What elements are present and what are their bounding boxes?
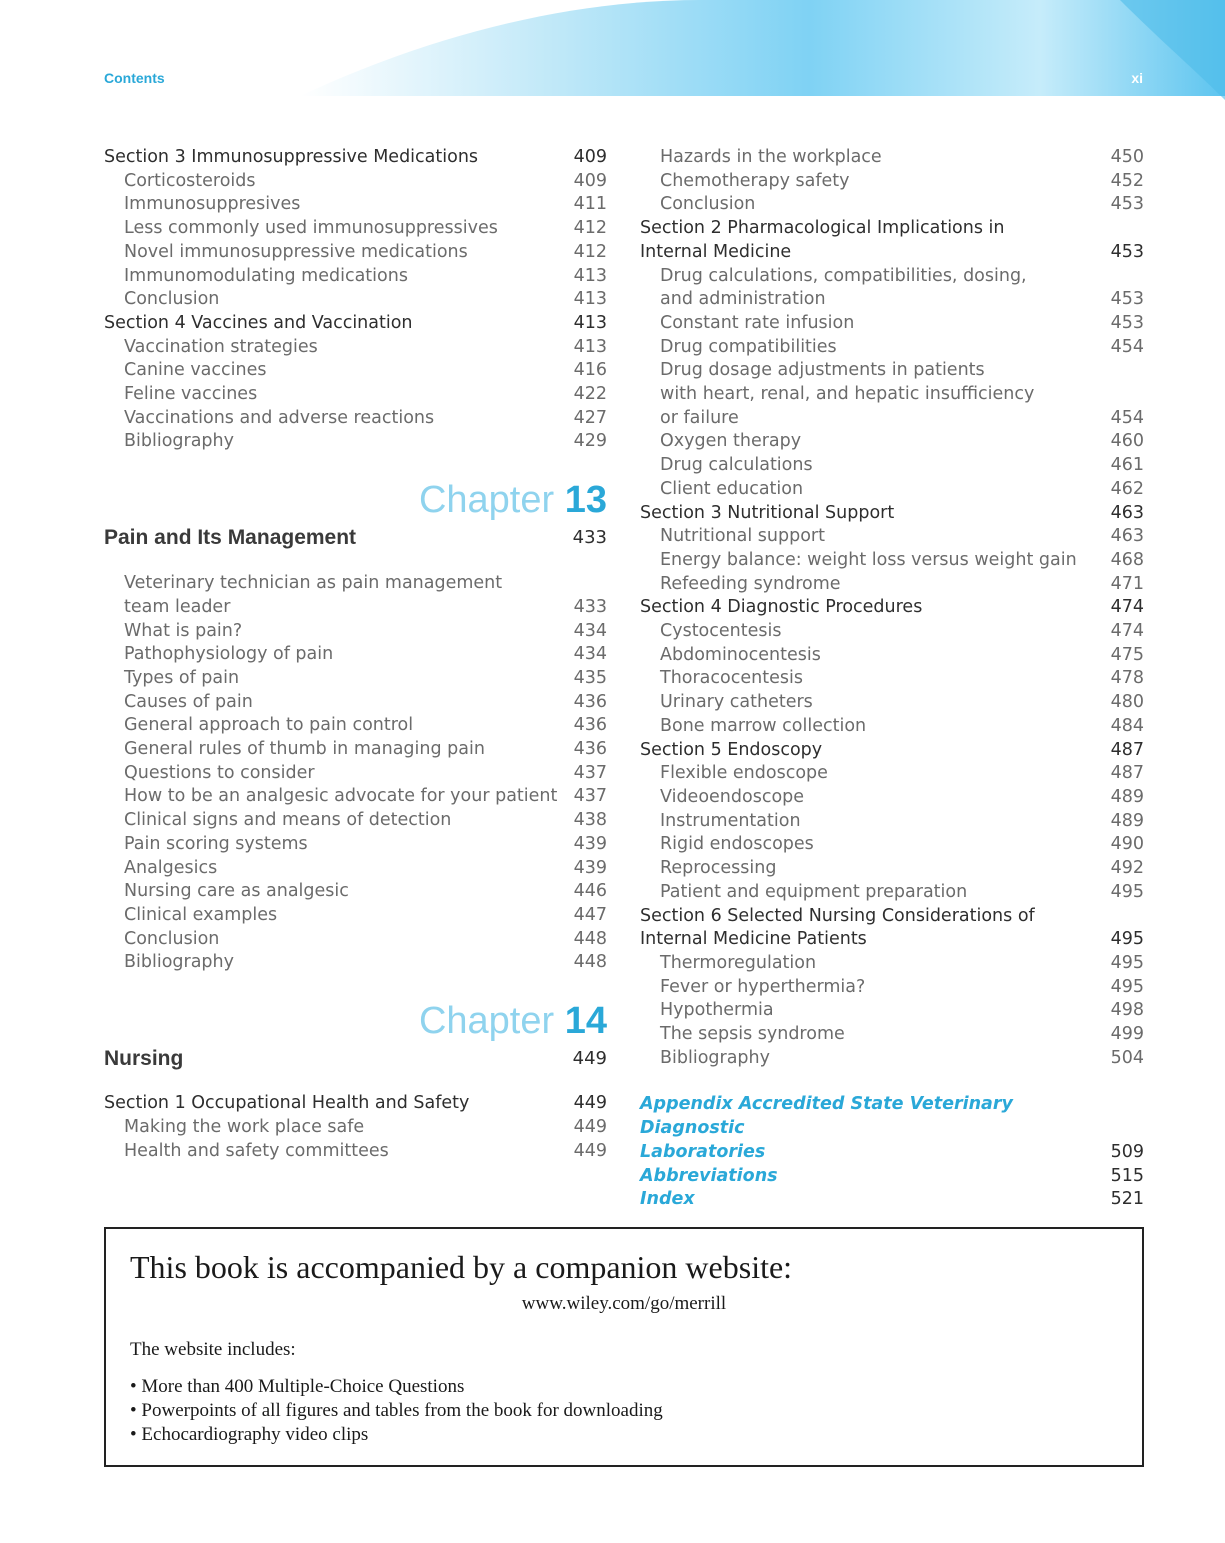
toc-subentry-label: Conclusion [124,289,220,310]
toc-left-column [104,146,607,1163]
toc-subentry-page: 435 [573,667,607,688]
toc-subentry-label: Oxygen therapy [660,431,802,452]
toc-subentry-label: Refeeding syndrome [660,573,841,594]
toc-subentry[interactable] [640,430,1144,454]
toc-subentry-page: 434 [573,644,607,665]
toc-subentry-label: Thermoregulation [660,952,817,973]
toc-subentry[interactable] [104,714,607,738]
toc-subentry-label: Clinical signs and means of detection [124,810,452,831]
toc-subentry-page: 487 [1110,763,1144,784]
toc-subentry[interactable] [104,217,607,241]
toc-subentry[interactable] [104,951,607,975]
toc-subentry-label: Novel immunosuppressive medications [124,241,468,262]
toc-subentry-page: 439 [573,833,607,854]
toc-subentry[interactable] [104,904,607,928]
toc-subentry-label: Chemotherapy safety [660,170,850,191]
toc-subentry-page: 413 [573,265,607,286]
toc-subentry[interactable] [640,999,1144,1023]
toc-subentry-label: Rigid endoscopes [660,834,814,855]
toc-subentry-label: Vaccination strategies [124,336,318,357]
toc-subentry-label: What is pain? [124,620,243,641]
toc-subentry[interactable] [640,312,1144,336]
toc-subentry-page: 429 [573,431,607,452]
toc-subentry-label: team leader [124,596,231,617]
toc-subentry-label: Urinary catheters [660,692,813,713]
toc-subentry[interactable] [640,1047,1144,1071]
toc-subentry-page: 453 [1110,194,1144,215]
toc-subentry-page: 498 [1110,1000,1144,1021]
toc-subentry-page: 468 [1110,549,1144,570]
toc-subentry-page: 495 [1110,952,1144,973]
toc-subentry[interactable] [640,170,1144,194]
toc-subentry-label: Instrumentation [660,810,801,831]
toc-subentry-label: Making the work place safe [124,1116,365,1137]
toc-subentry-page: 492 [1110,858,1144,879]
toc-subentry-label: Bone marrow collection [660,715,867,736]
toc-subentry[interactable] [640,1023,1144,1047]
toc-subentry-page: 495 [1110,976,1144,997]
toc-subentry[interactable] [640,857,1144,881]
toc-subentry-label: Canine vaccines [124,360,267,381]
toc-section-entry[interactable]: Section 6 Selected Nursing Considerations of [640,905,1035,926]
toc-subentry-page: 461 [1110,455,1144,476]
toc-subentry[interactable] [640,833,1144,857]
toc-subentry-page: 504 [1110,1047,1144,1068]
companion-feature-item: • More than 400 Multiple-Choice Questions [130,1376,465,1397]
chapter-13-heading: Chapter 13 [418,479,607,522]
toc-subentry[interactable] [640,620,1144,644]
toc-subentry-label: Analgesics [124,857,218,878]
toc-subentry-page: 412 [573,218,607,239]
toc-subentry-label: Health and safety committees [124,1140,389,1161]
toc-subentry-page: 413 [573,289,607,310]
toc-subentry-page: 453 [1110,289,1144,310]
toc-subentry-label: Bibliography [124,431,234,452]
toc-subentry-page: 478 [1110,668,1144,689]
toc-subentry-page: 433 [573,596,607,617]
toc-subentry-label: Types of pain [124,667,240,688]
toc-subentry-label: Flexible endoscope [660,763,828,784]
toc-subentry[interactable] [104,928,607,952]
toc-subentry-label: Patient and equipment preparation [660,881,968,902]
toc-subentry-label: Fever or hyperthermia? [660,976,866,997]
toc-subentry-label: Corticosteroids [124,170,256,191]
toc-subentry-label: Bibliography [124,952,234,973]
toc-subentry-label: Bibliography [660,1047,770,1068]
companion-intro: The website includes: [130,1339,296,1360]
toc-subentry-label: Conclusion [660,194,756,215]
companion-title: This book is accompanied by a companion website: [130,1249,793,1285]
toc-subentry-label: Videoendoscope [660,786,805,807]
toc-subentry[interactable] [104,620,607,644]
toc-subentry-page: 475 [1110,644,1144,665]
toc-subentry[interactable] [640,691,1144,715]
toc-subentry-label: Immunomodulating medications [124,265,408,286]
toc-subentry[interactable] [640,146,1144,170]
toc-subentry-page: 447 [573,904,607,925]
toc-section-entry[interactable]: Section 5 Endoscopy 487 [640,739,1144,760]
toc-subentry[interactable] [640,454,1144,478]
toc-subentry-label: Client education [660,478,804,499]
toc-subentry-label: Nutritional support [660,526,825,547]
header-wave-decoration [0,0,1225,130]
toc-subentry-page: 452 [1110,170,1144,191]
toc-subentry-page: 436 [573,715,607,736]
toc-subentry-label: Drug compatibilities [660,336,837,357]
toc-subentry[interactable] [640,359,1144,383]
toc-subentry-page: 439 [573,857,607,878]
toc-subentry-label: The sepsis syndrome [660,1024,845,1045]
toc-subentry-page: 448 [573,928,607,949]
toc-subentry-page: 437 [573,786,607,807]
toc-subentry[interactable] [104,336,607,360]
toc-subentry[interactable] [640,644,1144,668]
toc-subentry-label: Less commonly used immunosuppressives [124,218,498,239]
toc-subentry-label: Causes of pain [124,691,253,712]
toc-subentry-page: 474 [1110,621,1144,642]
toc-subentry[interactable] [640,573,1144,597]
toc-subentry[interactable] [104,241,607,265]
toc-subentry-page: 434 [573,620,607,641]
toc-subentry-page: 463 [1110,526,1144,547]
toc-right-column [640,146,1144,1212]
toc-subentry[interactable] [104,407,607,431]
toc-subentry-page: 446 [573,881,607,902]
toc-subentry[interactable] [640,952,1144,976]
toc-subentry[interactable] [104,430,607,454]
toc-subentry-page: 413 [573,336,607,357]
toc-subentry-page: 489 [1110,786,1144,807]
toc-section-entry[interactable]: Section 3 Nutritional Support 463 [640,502,1144,523]
toc-subentry[interactable] [104,667,607,691]
toc-subentry-page: 412 [573,241,607,262]
toc-subentry[interactable] [104,265,607,289]
toc-section-entry[interactable]: Section 4 Vaccines and Vaccination 413 [104,312,607,333]
toc-subentry[interactable] [640,786,1144,810]
toc-subentry-label: Hazards in the workplace [660,147,882,167]
toc-subentry-label: Thoracocentesis [660,668,803,689]
toc-subentry-label: Cystocentesis [660,621,782,642]
toc-subentry-page: 480 [1110,692,1144,713]
toc-subentry-label: Feline vaccines [124,384,258,405]
toc-subentry-page: 495 [1110,881,1144,902]
toc-subentry[interactable] [640,478,1144,502]
toc-subentry[interactable] [104,288,607,312]
toc-subentry[interactable] [640,667,1144,691]
toc-subentry-label: Drug dosage adjustments in patients [660,360,985,381]
toc-subentry-page: 448 [573,952,607,973]
running-head: Contents [104,70,165,86]
toc-subentry-label: Clinical examples [124,904,278,925]
toc-subentry[interactable] [104,809,607,833]
toc-subentry-label: Questions to consider [124,762,315,783]
toc-subentry-page: 436 [573,739,607,760]
toc-subentry[interactable] [104,738,607,762]
companion-website-box [104,1227,1144,1467]
toc-section-entry[interactable]: Section 3 Immunosuppressive Medications 409 [104,147,607,167]
toc-subentry-label: Conclusion [124,928,220,949]
toc-subentry[interactable] [104,572,607,596]
toc-subentry-page: 462 [1110,478,1144,499]
toc-subentry-label: Pathophysiology of pain [124,644,334,665]
toc-subentry-label: General approach to pain control [124,715,414,736]
toc-subentry[interactable] [104,880,607,904]
toc-subentry-label: Nursing care as analgesic [124,881,349,902]
toc-subentry[interactable] [640,383,1144,407]
toc-subentry[interactable] [640,407,1144,431]
companion-feature-item: • Powerpoints of all figures and tables from the book for downloading [130,1400,663,1421]
toc-subentry-page: 438 [573,810,607,831]
toc-subentry[interactable] [640,762,1144,786]
toc-subentry[interactable] [104,1140,607,1164]
toc-subentry-label: Immunosuppresives [124,194,301,215]
toc-subentry-page: 436 [573,691,607,712]
toc-subentry[interactable] [104,643,607,667]
page-number: xi [1131,70,1143,86]
toc-subentry[interactable] [104,785,607,809]
toc-subentry[interactable] [640,336,1144,360]
toc-subentry-label: Energy balance: weight loss versus weight gain [660,549,1077,570]
chapter-14-heading: Chapter 14 [418,1000,607,1043]
toc-subentry-label: Drug calculations [660,455,813,476]
toc-subentry[interactable] [104,193,607,217]
toc-subentry-page: 499 [1110,1024,1144,1045]
toc-subentry-page: 453 [1110,312,1144,333]
toc-subentry[interactable] [640,881,1144,905]
toc-section-entry[interactable]: Section 2 Pharmacological Implications in [640,218,1005,239]
abbreviations-entry[interactable]: Abbreviations 515 [640,1165,1144,1186]
companion-feature-item: • Echocardiography video clips [130,1424,369,1445]
toc-subentry-page: 411 [573,194,607,215]
toc-subentry-page: 422 [573,384,607,405]
toc-subentry-label: General rules of thumb in managing pain [124,739,485,760]
toc-subentry-page: 449 [573,1116,607,1137]
toc-subentry-label: and administration [660,289,826,310]
toc-subentry-page: 416 [573,360,607,381]
toc-subentry[interactable] [104,691,607,715]
toc-subentry-label: Constant rate infusion [660,312,855,333]
toc-subentry[interactable] [104,833,607,857]
toc-subentry-page: 460 [1110,431,1144,452]
toc-subentry-label: or failure [660,407,739,428]
toc-subentry[interactable] [104,383,607,407]
toc-section-entry[interactable]: Section 1 Occupational Health and Safety 449 [104,1093,607,1114]
toc-subentry[interactable] [640,288,1144,312]
toc-subentry-label: How to be an analgesic advocate for your patient [124,786,558,807]
toc-subentry[interactable] [640,810,1144,834]
toc-subentry-page: 409 [573,170,607,191]
appendix-entry-cont[interactable]: Laboratories 509 [640,1141,1144,1162]
toc-subentry[interactable] [104,596,607,620]
toc-subentry[interactable] [104,1116,607,1140]
toc-subentry-page: 437 [573,762,607,783]
toc-subentry-page: 484 [1110,715,1144,736]
toc-subentry-page: 454 [1110,336,1144,357]
toc-subentry[interactable] [104,762,607,786]
toc-section-entry-cont[interactable]: Internal Medicine Patients 495 [640,929,1144,950]
toc-subentry-label: Abdominocentesis [660,644,821,665]
toc-section-entry[interactable]: Section 4 Diagnostic Procedures 474 [640,597,1144,618]
appendix-entry[interactable]: Appendix Accredited State Veterinary Diagnostic [640,1094,1013,1139]
toc-subentry-label: Hypothermia [660,1000,774,1021]
chapter-title-entry[interactable]: Nursing 449 [104,1047,607,1071]
toc-subentry[interactable] [104,857,607,881]
toc-subentry[interactable] [640,193,1144,217]
toc-subentry-label: Pain scoring systems [124,833,308,854]
index-entry[interactable]: Index 521 [640,1189,1144,1210]
toc-subentry[interactable] [640,525,1144,549]
companion-url-link[interactable]: www.wiley.com/go/merrill [521,1293,727,1314]
toc-subentry-label: Vaccinations and adverse reactions [124,407,435,428]
toc-subentry-page: 450 [1110,147,1144,167]
toc-subentry-page: 471 [1110,573,1144,594]
toc-subentry-page: 454 [1110,407,1144,428]
toc-section-entry-cont[interactable]: Internal Medicine 453 [640,241,1144,262]
toc-subentry[interactable] [640,549,1144,573]
toc-subentry-page: 489 [1110,810,1144,831]
toc-subentry[interactable] [104,170,607,194]
chapter-title-entry[interactable]: Pain and Its Management 433 [104,526,607,550]
toc-subentry-label: Veterinary technician as pain management [124,573,503,594]
toc-subentry-label: Reprocessing [660,858,777,879]
toc-subentry[interactable] [640,976,1144,1000]
toc-subentry-label: with heart, renal, and hepatic insufficiency [660,384,1035,405]
toc-subentry[interactable] [640,715,1144,739]
toc-subentry-page: 427 [573,407,607,428]
companion-feature-list [130,1375,663,1447]
toc-subentry-label: Drug calculations, compatibilities, dosing, [660,265,1027,286]
toc-subentry-page: 449 [573,1140,607,1161]
toc-subentry-page: 490 [1110,834,1144,855]
toc-subentry[interactable] [640,265,1144,289]
toc-subentry[interactable] [104,359,607,383]
